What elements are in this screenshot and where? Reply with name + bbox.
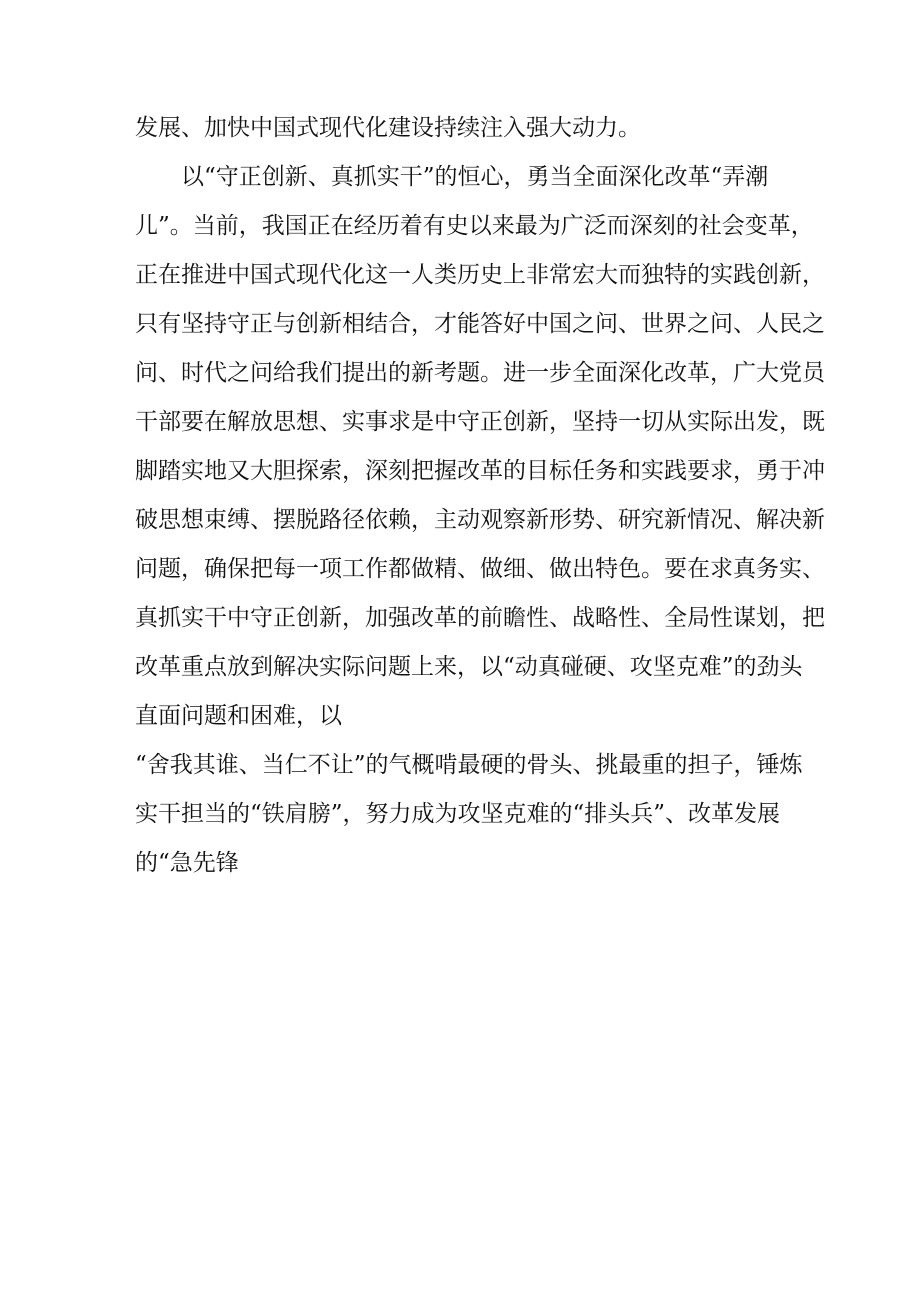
text-line: 直面问题和困难，以 xyxy=(135,703,342,729)
paragraph-first-line: 以“守正创新、真抓实干”的恒心，勇当全面深化改革“弄潮 xyxy=(181,164,769,190)
text-line: 只有坚持守正与创新相结合，才能答好中国之问、世界之问、人民之 xyxy=(135,311,825,337)
text-line: 问、时代之问给我们提出的新考题。进一步全面深化改革，广大党员 xyxy=(135,360,825,386)
body-text xyxy=(135,104,825,888)
text-line: 正在推进中国式现代化这一人类历史上非常宏大而独特的实践创新， xyxy=(135,262,825,288)
text-line: “舍我其谁、当仁不让”的气概啃最硬的骨头、挑最重的担子，锤炼 xyxy=(135,752,803,778)
text-line: 脚踏实地又大胆探索，深刻把握改革的目标任务和实践要求，勇于冲 xyxy=(135,458,825,484)
text-line: 干部要在解放思想、实事求是中守正创新，坚持一切从实际出发，既 xyxy=(135,409,825,435)
text-line: 真抓实干中守正创新，加强改革的前瞻性、战略性、全局性谋划，把 xyxy=(135,605,825,631)
text-line: 发展、加快中国式现代化建设持续注入强大动力。 xyxy=(135,115,641,141)
text-line: 实干担当的“铁肩膀”，努力成为攻坚克难的“排头兵”、改革发展 xyxy=(135,801,781,827)
text-line: 的“急先锋 xyxy=(135,850,239,876)
text-line: 改革重点放到解决实际问题上来，以“动真碰硬、攻坚克难”的劲头 xyxy=(135,654,803,680)
text-line: 破思想束缚、摆脱路径依赖，主动观察新形势、研究新情况、解决新 xyxy=(135,507,825,533)
text-line: 儿”。当前，我国正在经历着有史以来最为广泛而深刻的社会变革， xyxy=(135,213,814,239)
text-line: 问题，确保把每一项工作都做精、做细、做出特色。要在求真务实、 xyxy=(135,556,825,582)
